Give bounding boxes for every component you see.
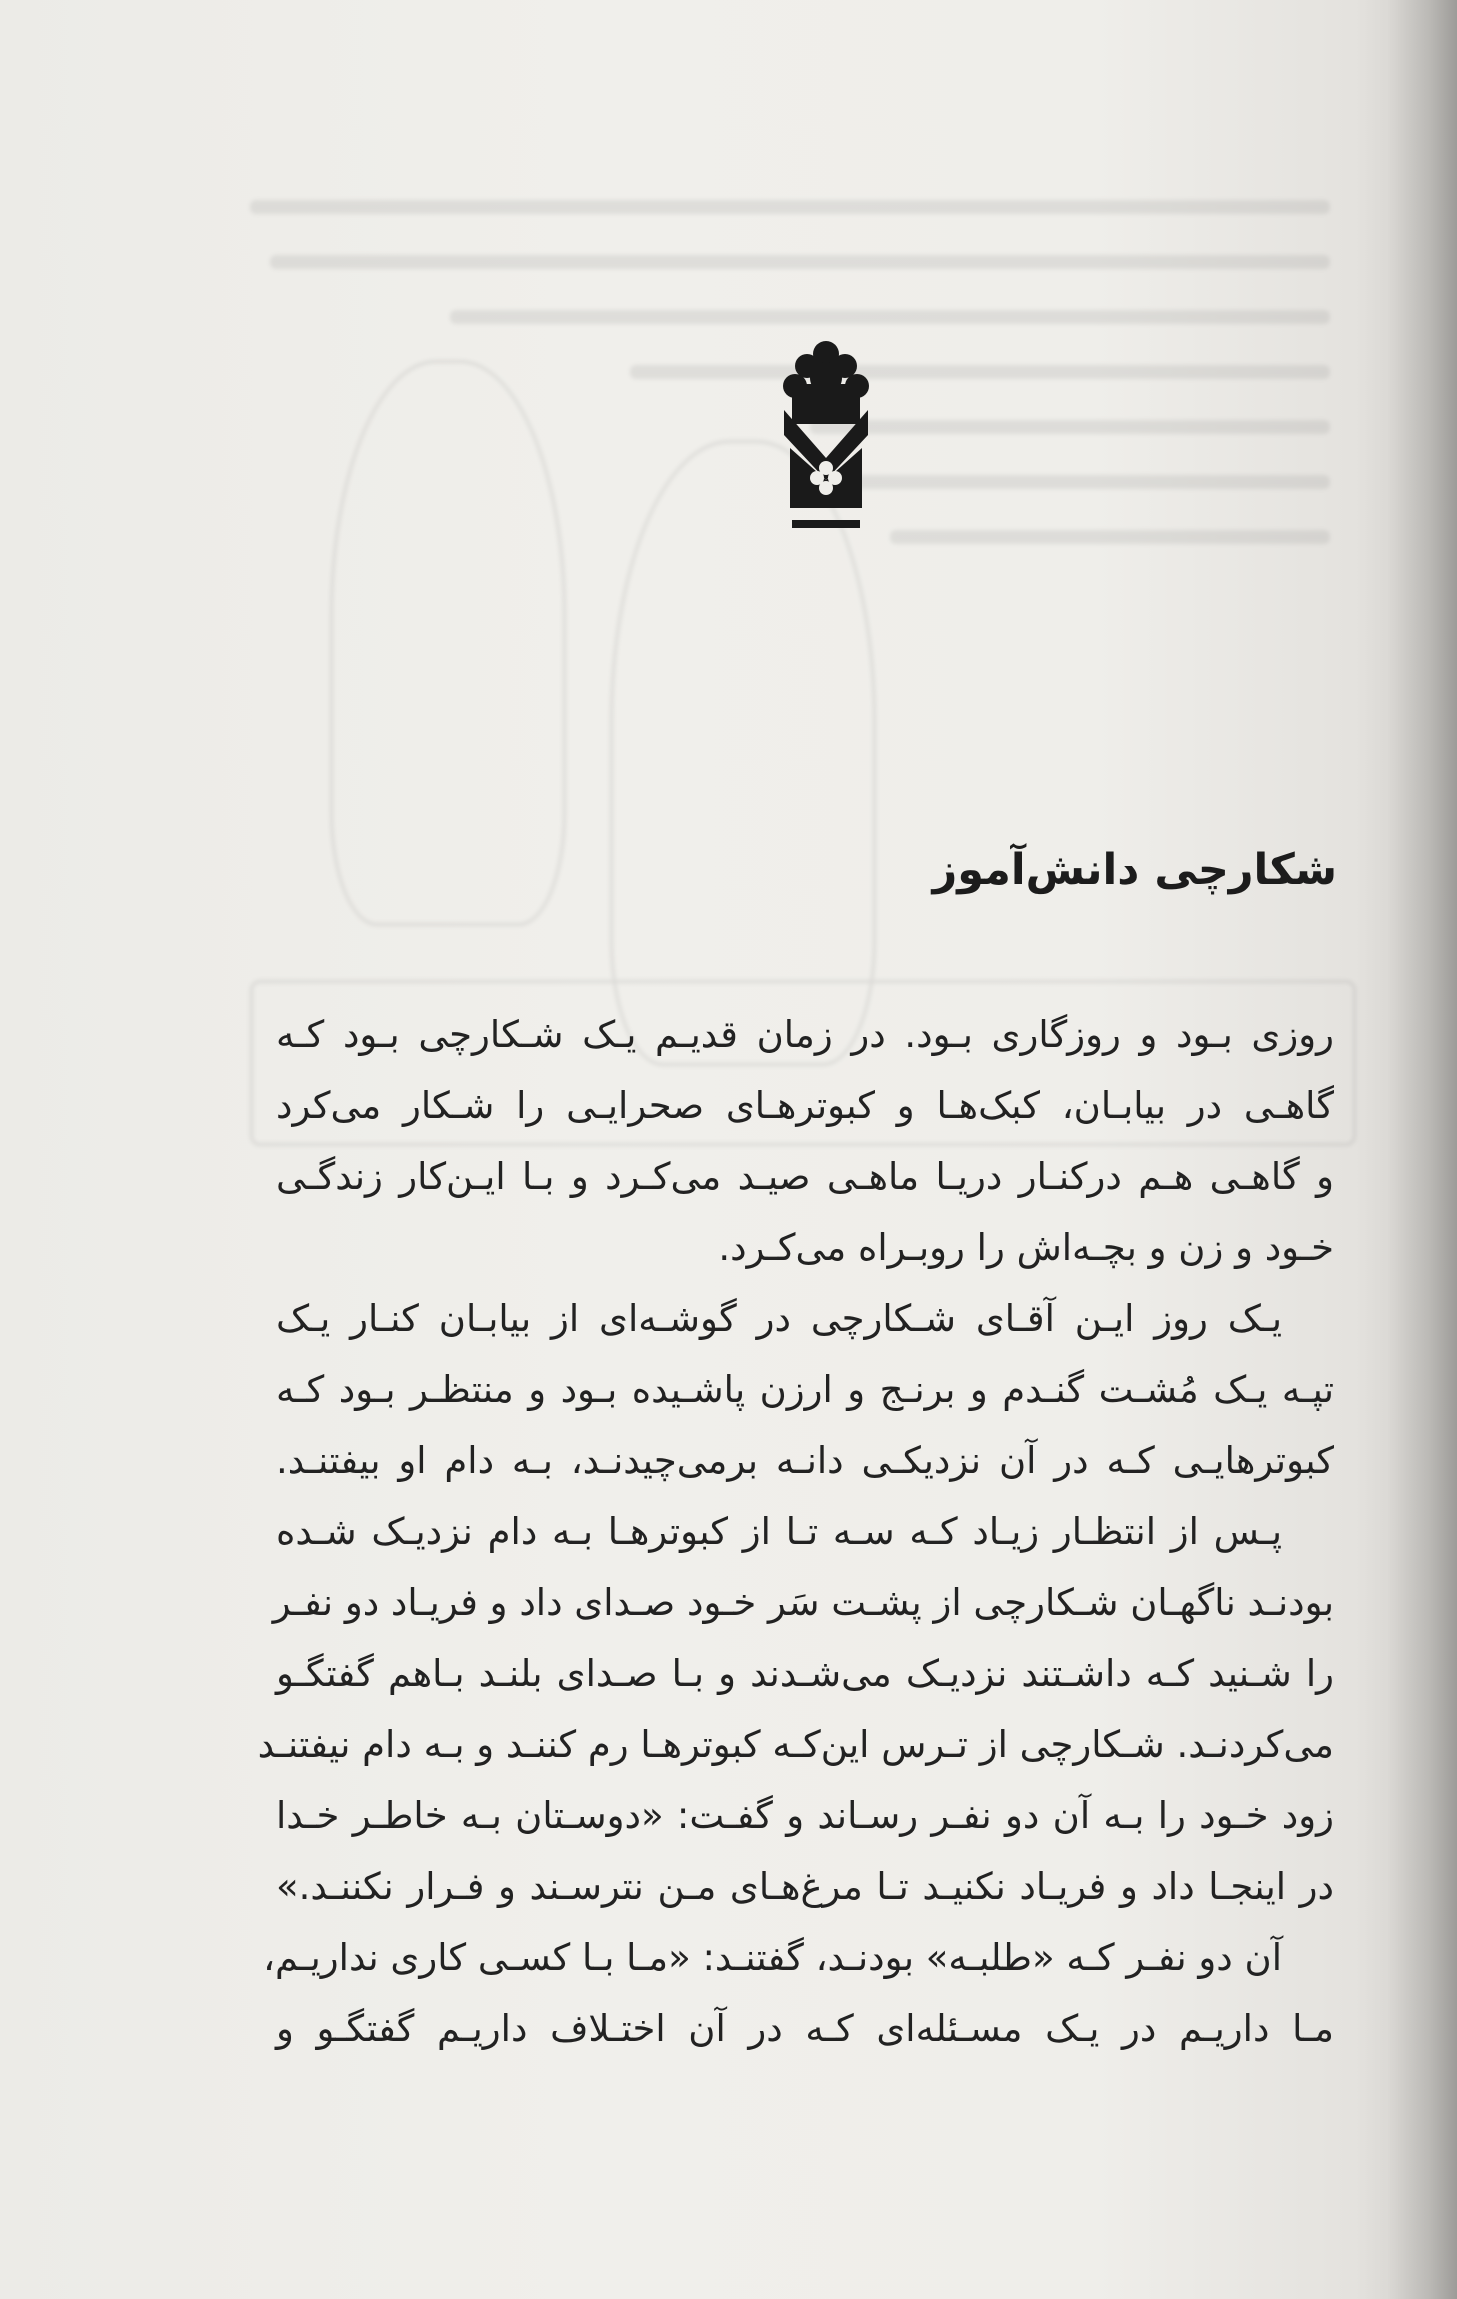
page-gutter-shadow — [1387, 0, 1457, 2299]
text-line: می‌کردنـد. شـکارچی از تـرس این‌کـه کبوترهـا رم کننـد و بـه دام نیفتنـد — [257, 1723, 1334, 1766]
text-line: پـس از انتظـار زیـاد کـه سـه تـا از کبوترهـا بـه دام نزدیـک شـده — [276, 1510, 1282, 1553]
chapter-title: شکارچی دانش‌آموز — [932, 845, 1337, 895]
text-line: خـود و زن و بچـه‌اش را روبـراه می‌کـرد. — [718, 1226, 1334, 1269]
text-line: مـا داریـم در یـک مسـئله‌ای کـه در آن اختـلاف داریـم گفتگـو و — [276, 2007, 1334, 2050]
text-line: روزی بـود و روزگاری بـود. در زمان قدیـم یـک شـکارچی بـود کـه — [276, 1013, 1334, 1056]
text-line: و گاهـی هـم درکنـار دریـا ماهـی صیـد می‌کـرد و بـا ایـن‌کار زندگـی — [276, 1155, 1334, 1198]
text-line: گاهـی در بیابـان، کبک‌هـا و کبوترهـای صحرایـی را شـکار می‌کرد — [276, 1084, 1334, 1127]
tree-ornament-icon — [778, 340, 874, 540]
text-line: زود خـود را بـه آن دو نفـر رسـاند و گفـت: «دوسـتان بـه خاطـر خـدا — [276, 1794, 1334, 1837]
text-line: در اینجـا داد و فریـاد نکنیـد تـا مرغ‌هـای مـن نترسـند و فـرار نکننـد.» — [276, 1865, 1334, 1908]
text-line: تپـه یـک مُشـت گنـدم و برنـج و ارزن پاشـیده بـود و منتظـر بـود کـه — [276, 1368, 1334, 1411]
text-line: یـک روز ایـن آقـای شـکارچی در گوشـه‌ای از بیابـان کنـار یـک — [276, 1297, 1282, 1340]
text-line: کبوترهایـی کـه در آن نزدیکـی دانـه برمی‌چیدنـد، بـه دام او بیفتنـد. — [276, 1439, 1334, 1482]
text-line: آن دو نفـر کـه «طلبـه» بودنـد، گفتنـد: «مـا بـا کسـی کاری نداریـم، — [263, 1936, 1282, 1979]
text-line: بودنـد ناگهـان شـکارچی از پشـت سَر خـود صـدای داد و فریـاد دو نفـر — [272, 1581, 1334, 1624]
text-line: را شـنید کـه داشـتند نزدیـک می‌شـدند و بـا صـدای بلنـد بـاهم گفتگـو — [276, 1652, 1334, 1695]
